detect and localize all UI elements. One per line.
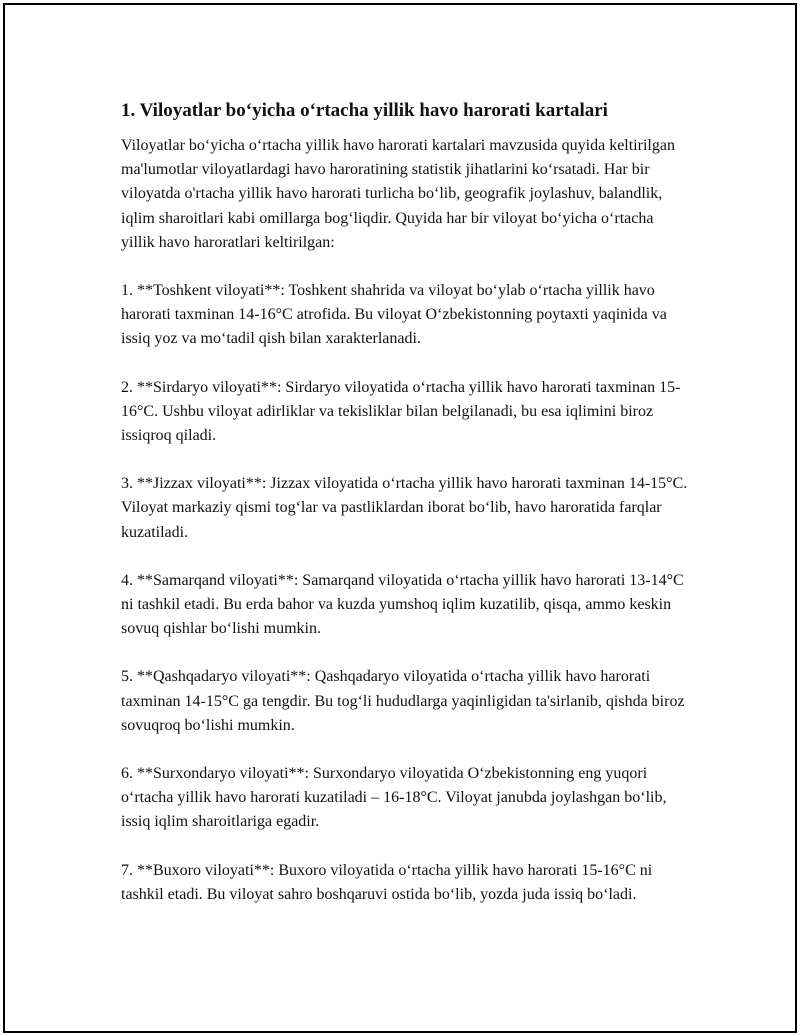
document-page xyxy=(3,3,797,1033)
section-heading: 1. Viloyatlar bo‘yicha o‘rtacha yillik havo harorati kartalari xyxy=(121,100,608,121)
list-item-surxondaryo: 6. **Surxondaryo viloyati**: Surxondaryo viloyatida O‘zbekistonning eng yuqori o‘rtacha yillik havo harorati kuzatiladi – 16-18°C. Viloyat janubda joylashgan bo‘lib, issiq iqlim sharoitlariga egadir. xyxy=(121,765,667,831)
list-item-samarqand: 4. **Samarqand viloyati**: Samarqand viloyatida o‘rtacha yillik havo harorati 13-14°C ni tashkil etadi. Bu erda bahor va kuzda yumshoq iqlim kuzatilib, qisqa, ammo keskin sovuq qishlar bo‘lishi mumkin. xyxy=(121,571,684,638)
list-item-sirdaryo: 2. **Sirdaryo viloyati**: Sirdaryo viloyatida o‘rtacha yillik havo harorati taxminan 15-16°C. Ushbu viloyat adirliklar va tekisliklar bilan belgilanadi, bu esa iqlimini biroz issiqroq qiladi. xyxy=(121,378,681,445)
list-item-qashqadaryo: 5. **Qashqadaryo viloyati**: Qashqadaryo viloyatida o‘rtacha yillik havo harorati taxminan 14-15°C ga tengdir. Bu tog‘li hududlarga yaqinligidan ta'sirlanib, qishda biroz sovuqroq bo‘lishi mumkin. xyxy=(121,668,685,734)
document-content xyxy=(121,98,691,931)
list-item-toshkent: 1. **Toshkent viloyati**: Toshkent shahrida va viloyat bo‘ylab o‘rtacha yillik havo harorati taxminan 14-16°C atrofida. Bu viloyat O‘zbekistonning poytaxti yaqinida va issiq yoz va mo‘tadil qish bilan xarakterlanadi. xyxy=(121,282,667,348)
intro-paragraph: Viloyatlar bo‘yicha o‘rtacha yillik havo harorati kartalari mavzusida quyida keltirilgan ma'lumotlar viloyatlardagi havo haroratining statistik jihatlarini ko‘rsatadi. Har bir viloyatda o'rtacha yillik havo harorati turlicha bo‘lib, geografik joylashuv, balandlik, iqlim sharoitlari kabi omillarga bog‘liqdir. Quyida har bir viloyat bo‘yicha o‘rtacha yillik havo haroratlari keltirilgan: xyxy=(121,137,675,251)
list-item-buxoro: 7. **Buxoro viloyati**: Buxoro viloyatida o‘rtacha yillik havo harorati 15-16°C ni tashkil etadi. Bu viloyat sahro boshqaruvi ostida bo‘lib, yozda juda issiq bo‘ladi. xyxy=(121,861,653,903)
list-item-jizzax: 3. **Jizzax viloyati**: Jizzax viloyatida o‘rtacha yillik havo harorati taxminan 14-15°C. Viloyat markaziy qismi tog‘lar va pastliklardan iborat bo‘lib, havo haroratida farqlar kuzatiladi. xyxy=(121,475,688,541)
